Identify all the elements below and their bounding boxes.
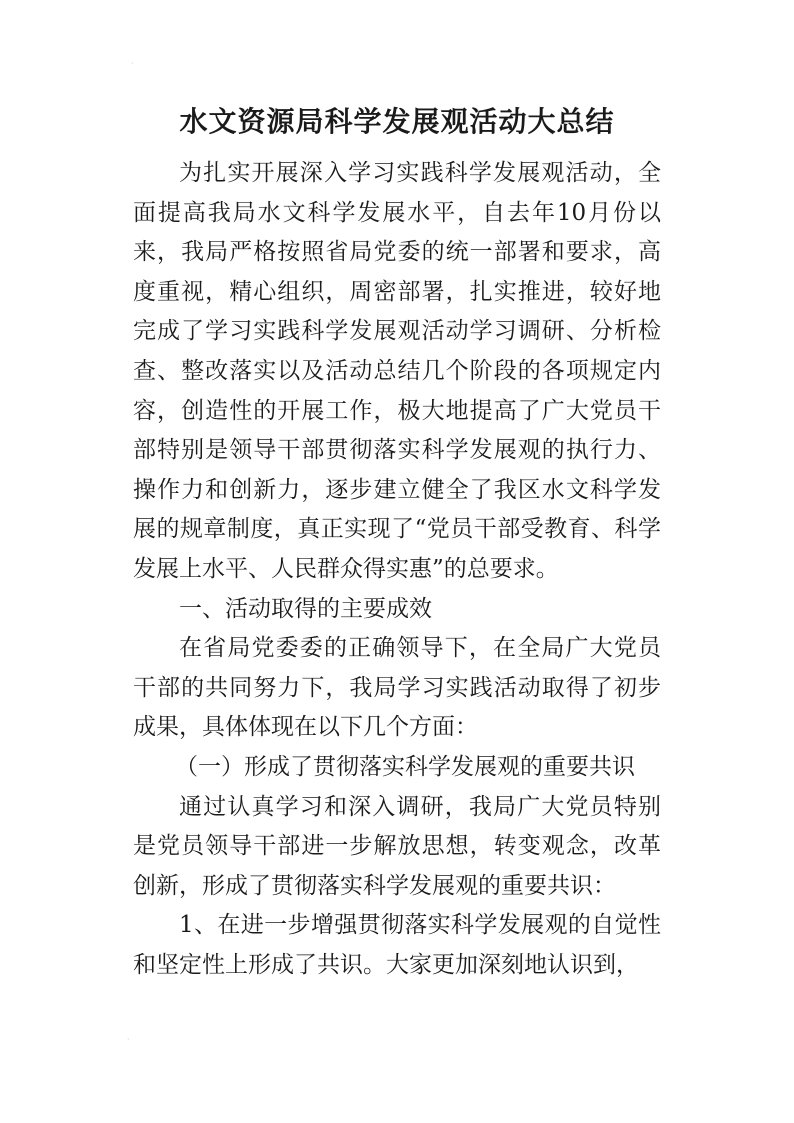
document-body [133,154,661,985]
body-paragraph: 在省局党委委的正确领导下，在全局广大党员干部的共同努力下，我局学习实践活动取得了初步成果，具体体现在以下几个方面： [133,635,661,741]
section-heading: 一、活动取得的主要成效 [179,595,432,622]
scan-speck: · [131,59,134,68]
subsection-heading: （一）形成了贯彻落实科学发展观的重要共识 [175,753,635,780]
body-paragraph: 通过认真学习和深入调研，我局广大党员特别是党员领导干部进一步解放思想，转变观念，改革创新，形成了贯彻落实科学发展观的重要共识： [133,793,661,899]
document-title: 水文资源局科学发展观活动大总结 [179,105,615,138]
scan-speck: · [127,1035,130,1044]
intro-paragraph: 为扎实开展深入学习实践科学发展观活动，全面提高我局水文科学发展水平，自去年10月份以来，我局严格按照省局党委的统一部署和要求，高度重视，精心组织，周密部署，扎实推进，较好地完成了学习实践科学发展观活动学习调研、分析检查、整改落实以及活动总结几个阶段的各项规定内容，创造性的开展工作，极大地提高了广大党员干部特别是领导干部贯彻落实科学发展观的执行力、操作力和创新力，逐步建立健全了我区水文科学发展的规章制度，真正实现了“党员干部受教育、科学发展上水平、人民群众得实惠”的总要求。 [133,160,661,582]
numbered-paragraph: 1、在进一步增强贯彻落实科学发展观的自觉性和坚定性上形成了共识。大家更加深刻地认识到， [133,912,661,978]
